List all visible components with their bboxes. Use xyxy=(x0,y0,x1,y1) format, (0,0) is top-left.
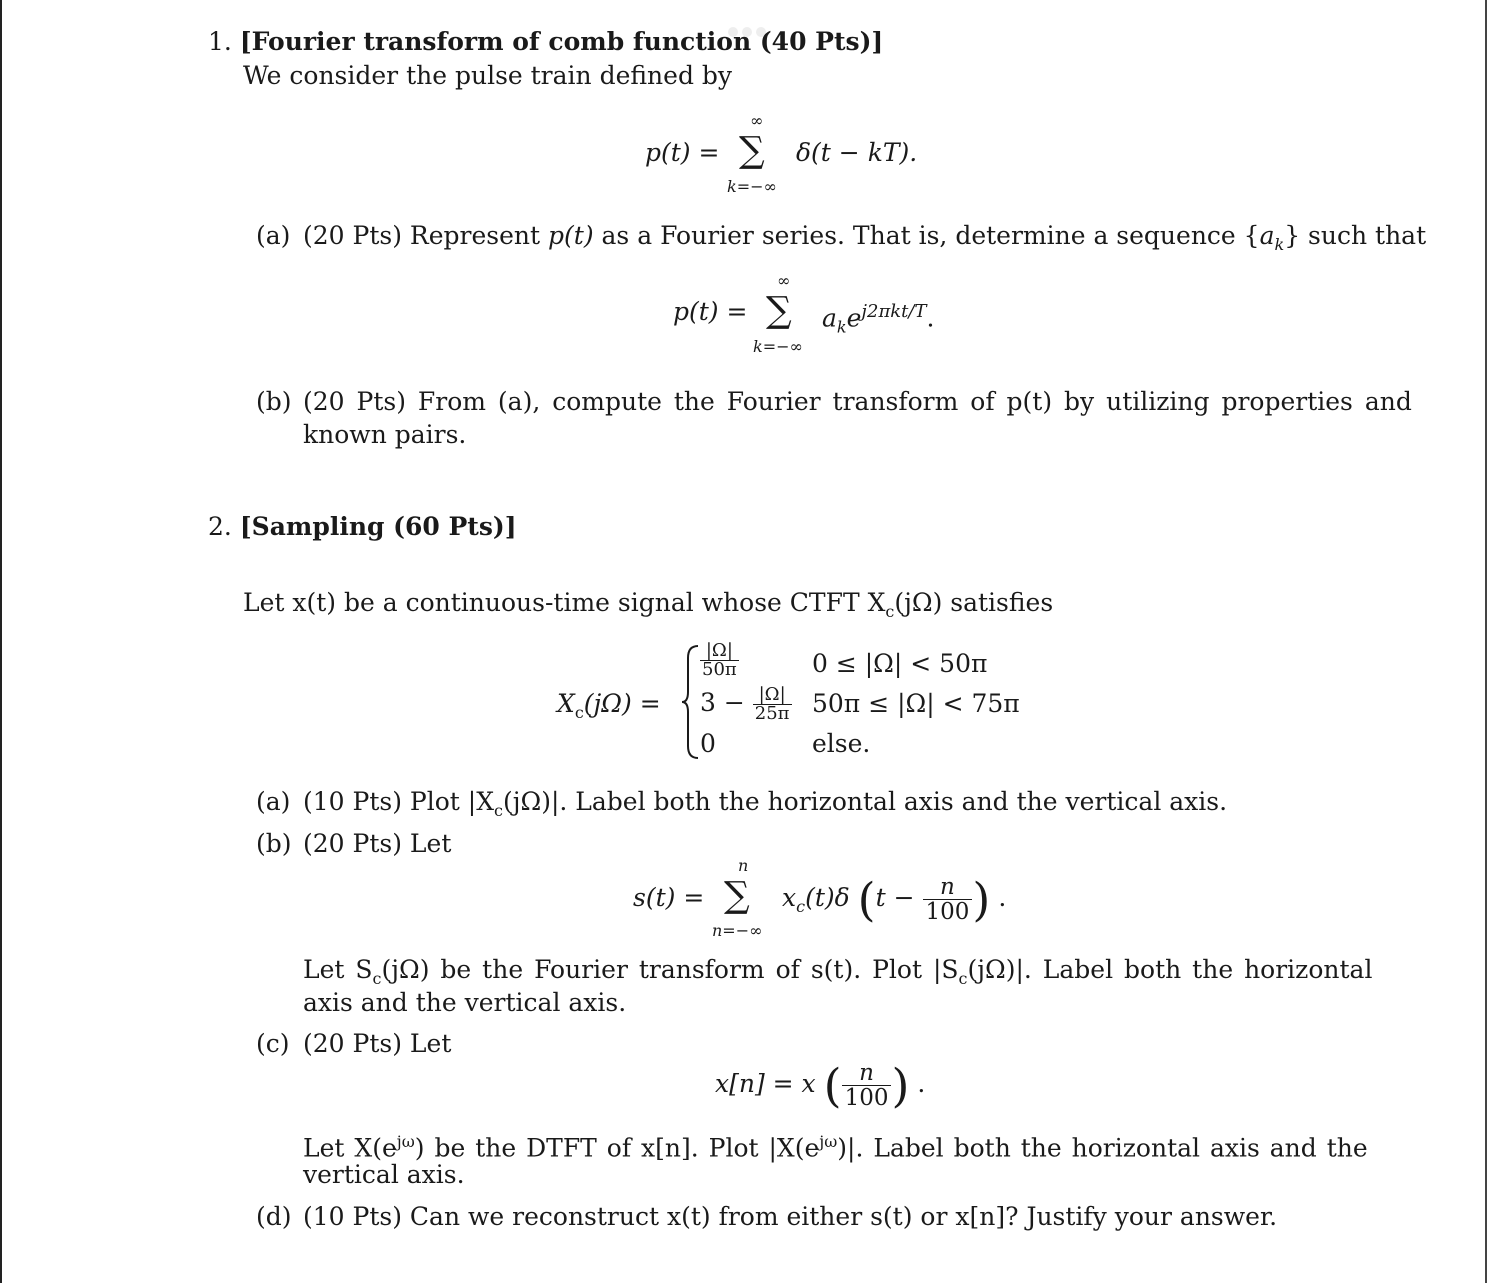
eq-pt-sum-upper: ∞ xyxy=(750,111,764,130)
sum-sigma-icon: ∑ xyxy=(739,130,765,171)
p2-part-b-line1: Let $S_c(j\Omega)$ be the Fourier transform of s(t). Plot $|S_c(j\Omega)|$. Label both the horizontal xyxy=(303,955,1373,988)
problem2-title: [Sampling (60 Pts)] xyxy=(239,512,517,541)
case1-condition: 0 ≤ |Ω| < 50π xyxy=(812,649,988,678)
sum-sigma-icon: ∑ xyxy=(766,290,792,331)
p2-part-c-text: (20 Pts) Let xyxy=(303,1029,452,1058)
problem1-title: [Fourier transform of comb function (40 Pts)] xyxy=(239,27,884,56)
eq-fourier-lhs: p(t) = xyxy=(673,297,748,326)
problem1-heading xyxy=(208,26,883,58)
case3-value: 0 xyxy=(700,729,716,758)
p1-part-a-label: (a) xyxy=(256,221,291,250)
p2-part-c-label: (c) xyxy=(256,1029,290,1058)
eq-pt-term: δ(t − kT). xyxy=(796,138,918,167)
problem2-number: 2. xyxy=(208,512,232,541)
p2-part-b-line2: axis and the vertical axis. xyxy=(303,988,627,1017)
problem2-heading xyxy=(208,511,517,543)
eq-st-sum-lower: n=−∞ xyxy=(712,921,763,940)
case2-condition: 50π ≤ |Ω| < 75π xyxy=(812,689,1020,718)
p2-part-c-line2: vertical axis. xyxy=(303,1160,465,1189)
eq-xn: x[n] = x ( $\frac{n}{100}$ ) . xyxy=(715,1058,926,1113)
sum-sigma-icon: ∑ xyxy=(724,875,750,916)
problem1-number: 1. xyxy=(208,27,232,56)
p2-part-c-line1: Let $X(e^{j\omega})$ be the DTFT of x[n]. Plot $|X(e^{j\omega})|$. Label both the horizontal axis and the xyxy=(303,1132,1368,1163)
eq-st-term: $x_c(t)\delta$ (t − $\frac{n}{100}$ ) . xyxy=(782,872,1007,927)
eq-st-lhs: s(t) = xyxy=(633,883,705,912)
problem2-intro: Let x(t) be a continuous-time signal whose CTFT $X_c(j\Omega)$ satisfies xyxy=(243,588,1054,621)
p1-part-a-text: (20 Pts) Represent p(t) as a Fourier series. That is, determine a sequence $\{a_k\}$ such that xyxy=(303,221,1427,254)
eq-fourier-sum-upper: ∞ xyxy=(777,271,791,290)
p2-part-a-label: (a) xyxy=(256,787,291,816)
p2-part-d-text: (10 Pts) Can we reconstruct x(t) from either s(t) or x[n]? Justify your answer. xyxy=(303,1202,1278,1231)
left-brace-icon xyxy=(680,644,700,760)
eq-pt-sum-lower: k=−∞ xyxy=(727,177,777,196)
case3-condition: else. xyxy=(812,729,871,758)
case1-value: $\frac{|\Omega|}{50\pi}$ xyxy=(702,640,737,680)
p2-part-b-label: (b) xyxy=(256,829,292,858)
case2-value: 3 − $\frac{|\Omega|}{25\pi}$ xyxy=(700,684,790,724)
eq-fourier-term: $a_ke^{j2\pi kt/T}$. xyxy=(822,301,935,337)
page-left-border xyxy=(0,0,2,1283)
piecewise-lhs: $X_c(j\Omega)$ = xyxy=(557,689,661,722)
eq-st-sum-upper: n xyxy=(738,856,749,875)
eq-fourier-sum-lower: k=−∞ xyxy=(753,337,803,356)
problem1-intro: We consider the pulse train defined by xyxy=(243,61,733,90)
p1-part-b-line1: (20 Pts) From (a), compute the Fourier transform of p(t) by utilizing properties and xyxy=(303,387,1412,416)
p2-part-a-text: (10 Pts) Plot $|X_c(j\Omega)|$. Label both the horizontal axis and the vertical axis. xyxy=(303,787,1228,820)
p1-part-b-line2: known pairs. xyxy=(303,420,467,449)
p2-part-d-label: (d) xyxy=(256,1202,292,1231)
p2-part-b-text: (20 Pts) Let xyxy=(303,829,452,858)
p1-part-b-label: (b) xyxy=(256,387,292,416)
eq-pt-lhs: p(t) = xyxy=(645,138,720,167)
